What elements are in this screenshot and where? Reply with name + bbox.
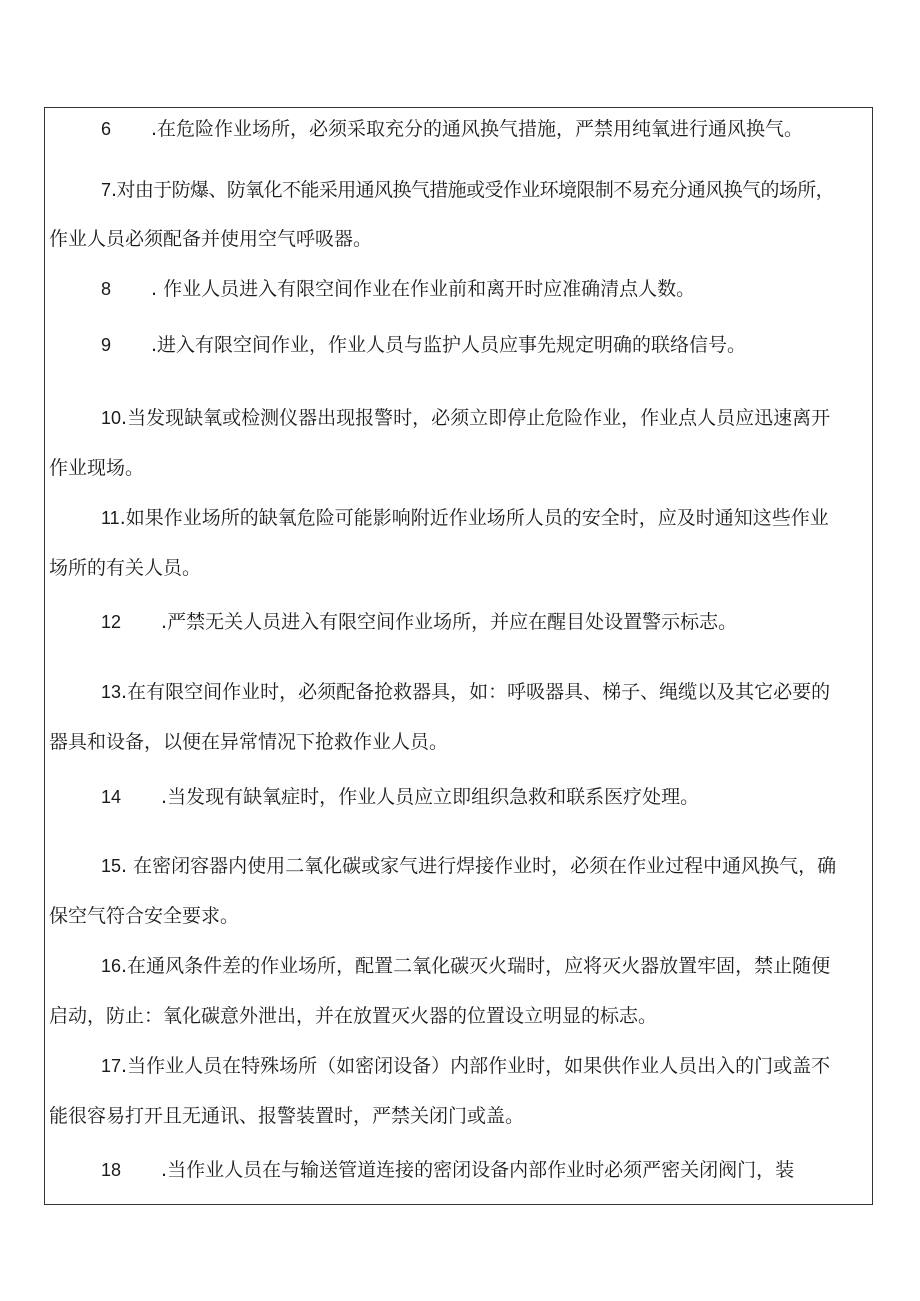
item-number: 17 — [101, 1056, 122, 1076]
item-12 — [101, 609, 737, 635]
item-6 — [101, 116, 803, 142]
item-text-continuation: 能很容易打开且无通讯、报警装置时，严禁关闭门或盖。 — [49, 1105, 525, 1127]
item-text-continuation: 保空气符合安全要求。 — [49, 905, 240, 927]
item-7-continuation — [49, 226, 372, 252]
item-text: .在通风条件差的作业场所，配置二氧化碳灭火瑞时，应将灭火器放置牢固，禁止随便 — [121, 955, 831, 977]
document-frame — [44, 107, 873, 1205]
item-13 — [101, 679, 830, 705]
item-9 — [101, 332, 746, 358]
item-text-continuation: 器具和设备，以便在异常情况下抢救作业人员。 — [49, 731, 449, 753]
item-11-continuation — [49, 555, 201, 581]
item-text: . 作业人员进入有限空间作业在作业前和离开时应准确清点人数。 — [151, 278, 696, 300]
item-number: 14 — [101, 787, 122, 807]
item-number: 10 — [101, 408, 122, 428]
item-text: .对由于防爆、防氧化不能采用通风换气措施或受作业环境限制不易充分通风换气的场所， — [111, 179, 835, 201]
item-11 — [101, 505, 829, 531]
item-number: 13 — [101, 682, 122, 702]
item-17-continuation — [49, 1103, 524, 1129]
item-10-continuation — [49, 455, 144, 481]
item-text: .进入有限空间作业，作业人员与监护人员应事先规定明确的联络信号。 — [151, 334, 747, 356]
item-16 — [101, 953, 830, 979]
item-text: .在危险作业场所，必须采取充分的通风换气措施，严禁用纯氧进行通风换气。 — [151, 118, 804, 140]
item-text-continuation: 场所的有关人员。 — [49, 557, 202, 579]
item-text: .当作业人员在与输送管道连接的密闭设备内部作业时必须严密关闭阀门，装 — [161, 1159, 795, 1181]
item-number: 6 — [101, 119, 112, 139]
item-number: 15 — [101, 856, 122, 876]
item-number: 12 — [101, 612, 122, 632]
item-14 — [101, 784, 699, 810]
item-number: 7 — [101, 180, 112, 200]
item-text: .当发现缺氧或检测仪器出现报警时，必须立即停止危险作业，作业点人员应迅速离开 — [121, 407, 831, 429]
item-18 — [101, 1157, 794, 1183]
item-15 — [101, 853, 836, 879]
item-text: .在有限空间作业时，必须配备抢救器具，如：呼吸器具、梯子、绳缆以及其它必要的 — [121, 681, 831, 703]
item-text: .严禁无关人员进入有限空间作业场所，并应在醒目处设置警示标志。 — [161, 611, 738, 633]
item-10 — [101, 405, 830, 431]
item-13-continuation — [49, 729, 448, 755]
item-text: .如果作业场所的缺氧危险可能影响附近作业场所人员的安全时，应及时通知这些作业 — [119, 507, 829, 529]
item-7 — [101, 177, 834, 203]
item-number: 16 — [101, 956, 122, 976]
item-number: 11 — [101, 508, 120, 528]
item-text: .当作业人员在特殊场所（如密闭设备）内部作业时，如果供作业人员出入的门或盖不 — [121, 1055, 831, 1077]
item-text-continuation: 作业现场。 — [49, 457, 145, 479]
item-number: 8 — [101, 279, 112, 299]
item-text: .当发现有缺氧症时，作业人员应立即组织急救和联系医疗处理。 — [161, 786, 700, 808]
item-8 — [101, 276, 695, 302]
item-15-continuation — [49, 903, 239, 929]
item-text-continuation: 启动，防止：氧化碳意外泄出，并在放置灭火器的位置设立明显的标志。 — [49, 1005, 658, 1027]
item-16-continuation — [49, 1003, 657, 1029]
item-number: 18 — [101, 1160, 122, 1180]
item-17 — [101, 1053, 830, 1079]
item-number: 9 — [101, 335, 112, 355]
item-text-continuation: 作业人员必须配备并使用空气呼吸器。 — [49, 228, 373, 250]
item-text: . 在密闭容器内使用二氧化碳或家气进行焊接作业时，必须在作业过程中通风换气，确 — [121, 855, 837, 877]
